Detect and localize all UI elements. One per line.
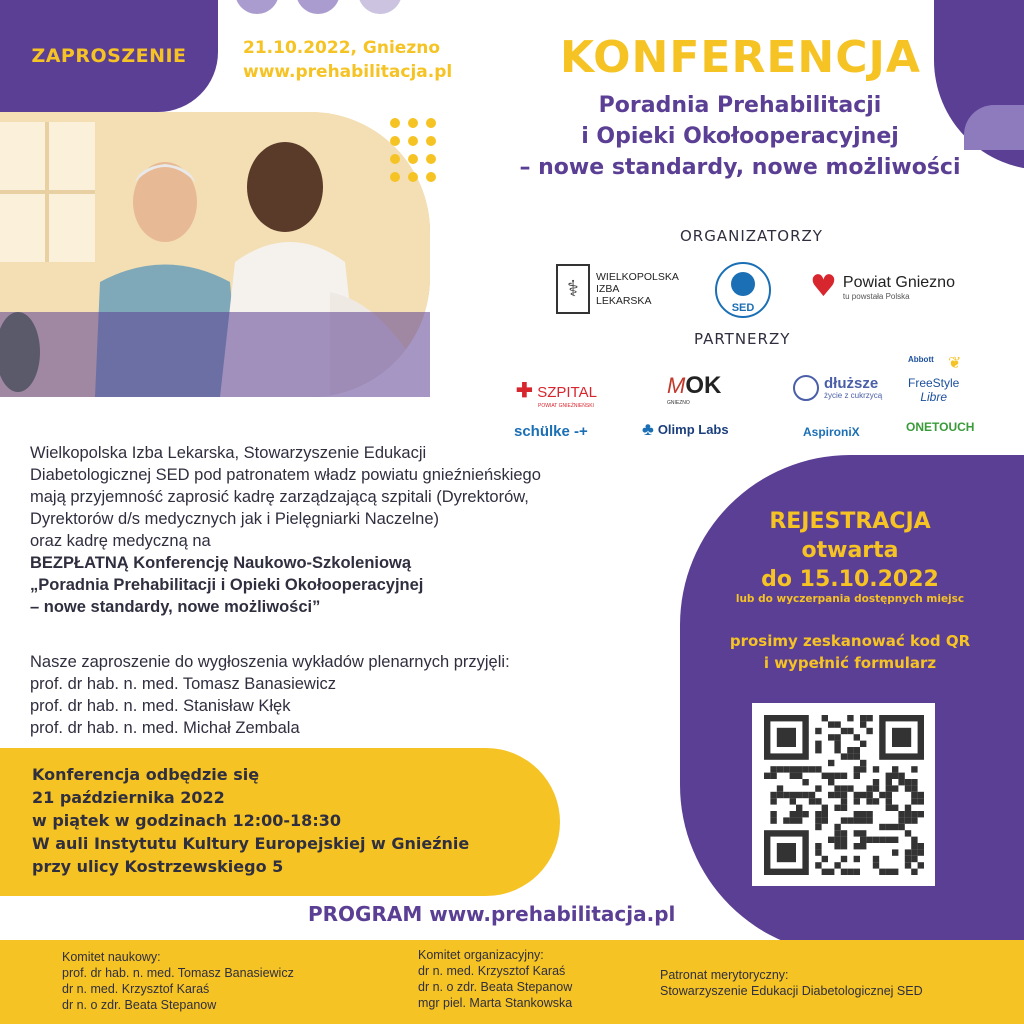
logo-schulke: schülke -+ [514,423,588,440]
mok-sub: GNIEZNO [667,400,690,406]
committee-member: dr n. o zdr. Beata Stepanow [62,998,217,1012]
libre-text: Libre [920,390,948,404]
freestyle-text: FreeStyle [908,376,960,390]
heart-outline-icon [793,375,819,401]
lecturer: prof. dr hab. n. med. Michał Zembala [30,719,300,737]
logo-szpital [516,378,597,409]
committee-member: dr n. med. Krzysztof Karaś [62,982,210,996]
wil-line: IZBA [596,283,620,295]
body-line: Wielkopolska Izba Lekarska, Stowarzyszenie Edukacji [30,444,427,462]
photo-overlay [0,312,430,397]
reg-line: otwarta [801,538,899,563]
szpital-sub: POWIAT GNIEŹNIEŃSKI [538,403,594,409]
invite-badge [0,0,218,112]
organizing-committee [418,947,572,1011]
committee-title: Komitet naukowy: [62,950,161,964]
body-line: Dyrektorów d/s medycznych jak i Pielęgniarki Naczelne) [30,510,439,528]
logo-mok: MOK GNIEZNO [667,372,722,406]
body-line: Diabetologicznej SED pod patronatem władz powiatu gnieźnieńskiego [30,466,541,484]
logo-dluzsze [793,375,882,401]
details-line: Konferencja odbędzie się [32,765,260,784]
lecturer: prof. dr hab. n. med. Stanisław Kłęk [30,697,291,715]
sed-text: SED [731,302,755,314]
abbott-text: Abbott [908,355,934,364]
qr-instructions [700,630,1000,674]
decor-circle [235,0,279,14]
body-bold-line: – nowe standardy, nowe możliwości” [30,598,321,616]
subtitle-line: – nowe standardy, nowe możliwości [519,155,961,180]
tree-icon: ♣ [642,419,654,439]
committee-member: dr n. med. Krzysztof Karaś [418,964,566,978]
dluzsze-sub: życie z cukrzycą [824,391,883,400]
partners-label: PARTNERZY [694,330,791,348]
website-link[interactable]: www.prehabilitacja.pl [243,62,453,82]
event-date: 21.10.2022, Gniezno [243,38,441,58]
event-date-block [243,36,452,84]
mok-text: OK [685,372,722,399]
butterfly-icon: ❦ [948,355,962,372]
wil-line: LEKARSKA [596,295,652,307]
lecturers-block [30,651,510,739]
event-details [32,763,469,878]
decor-circle [358,0,402,14]
logo-wil [556,264,679,314]
logo-powiat [810,269,955,304]
heart-icon: ♥ [810,269,837,304]
reg-line: REJESTRACJA [769,509,931,534]
committee-title: Komitet organizacyjny: [418,948,544,962]
dluzsze-text: dłuższe [824,375,879,392]
invite-label: ZAPROSZENIE [31,45,187,67]
logo-aspironix: AspironiX [803,425,860,439]
details-line: w piątek w godzinach 12:00-18:30 [32,811,341,830]
qr-code[interactable] [752,703,935,886]
logo-sed [715,262,771,318]
subtitle-line: i Opieki Okołooperacyjnej [581,124,899,149]
conference-title: KONFERENCJA [560,32,921,83]
registration-title [700,507,1000,594]
logo-onetouch: ONETOUCH [906,420,975,434]
olimp-text: Olimp Labs [657,422,729,437]
patronage-title: Patronat merytoryczny: [660,968,789,982]
wil-line: WIELKOPOLSKA [596,271,679,283]
details-line: 21 października 2022 [32,788,225,807]
committee-member: prof. dr hab. n. med. Tomasz Banasiewicz [62,966,294,980]
patronage-name: Stowarzyszenie Edukacji Diabetologicznej SED [660,984,923,998]
lecturer: prof. dr hab. n. med. Tomasz Banasiewicz [30,675,337,693]
powiat-tagline: tu powstała Polska [842,291,910,301]
szpital-text: SZPITAL [537,384,597,401]
powiat-name: Powiat Gniezno [842,273,955,291]
yellow-dot-grid [390,118,450,188]
patronage [660,967,923,999]
details-line: przy ulicy Kostrzewskiego 5 [32,857,284,876]
conference-subtitle [470,90,1010,183]
red-cross-icon: ✚ [516,380,533,402]
body-line: oraz kadrę medyczną na [30,532,211,550]
program-link[interactable]: PROGRAM www.prehabilitacja.pl [308,902,676,926]
qr-line: prosimy zeskanować kod QR [729,632,971,650]
invitation-text [30,442,670,618]
details-line: W auli Instytutu Kultury Europejskiej w Gnieźnie [32,834,470,853]
reg-line: do 15.10.2022 [761,567,939,592]
scientific-committee [62,949,294,1013]
qr-code-icon [752,703,935,886]
body-line: mają przyjemność zaprosić kadrę zarządzającą szpitali (Dyrektorów, [30,488,529,506]
logo-freestyle [908,355,962,404]
body-bold-line: BEZPŁATNĄ Konferencję Naukowo-Szkoleniową [30,554,412,572]
subtitle-line: Poradnia Prehabilitacji [598,93,882,118]
decor-circle [296,0,340,14]
organizers-label: ORGANIZATORZY [680,227,823,245]
committee-member: mgr piel. Marta Stankowska [418,996,573,1010]
lecturers-intro: Nasze zaproszenie do wygłoszenia wykładów plenarnych przyjęli: [30,653,510,671]
body-bold-line: „Poradnia Prehabilitacji i Opieki Okołooperacyjnej [30,576,424,594]
committee-member: dr n. o zdr. Beata Stepanow [418,980,573,994]
logo-olimp [642,419,729,440]
registration-note: lub do wyczerpania dostępnych miejsc [735,593,965,605]
qr-line: i wypełnić formularz [763,654,937,672]
caduceus-icon: ⚕ [556,264,590,314]
